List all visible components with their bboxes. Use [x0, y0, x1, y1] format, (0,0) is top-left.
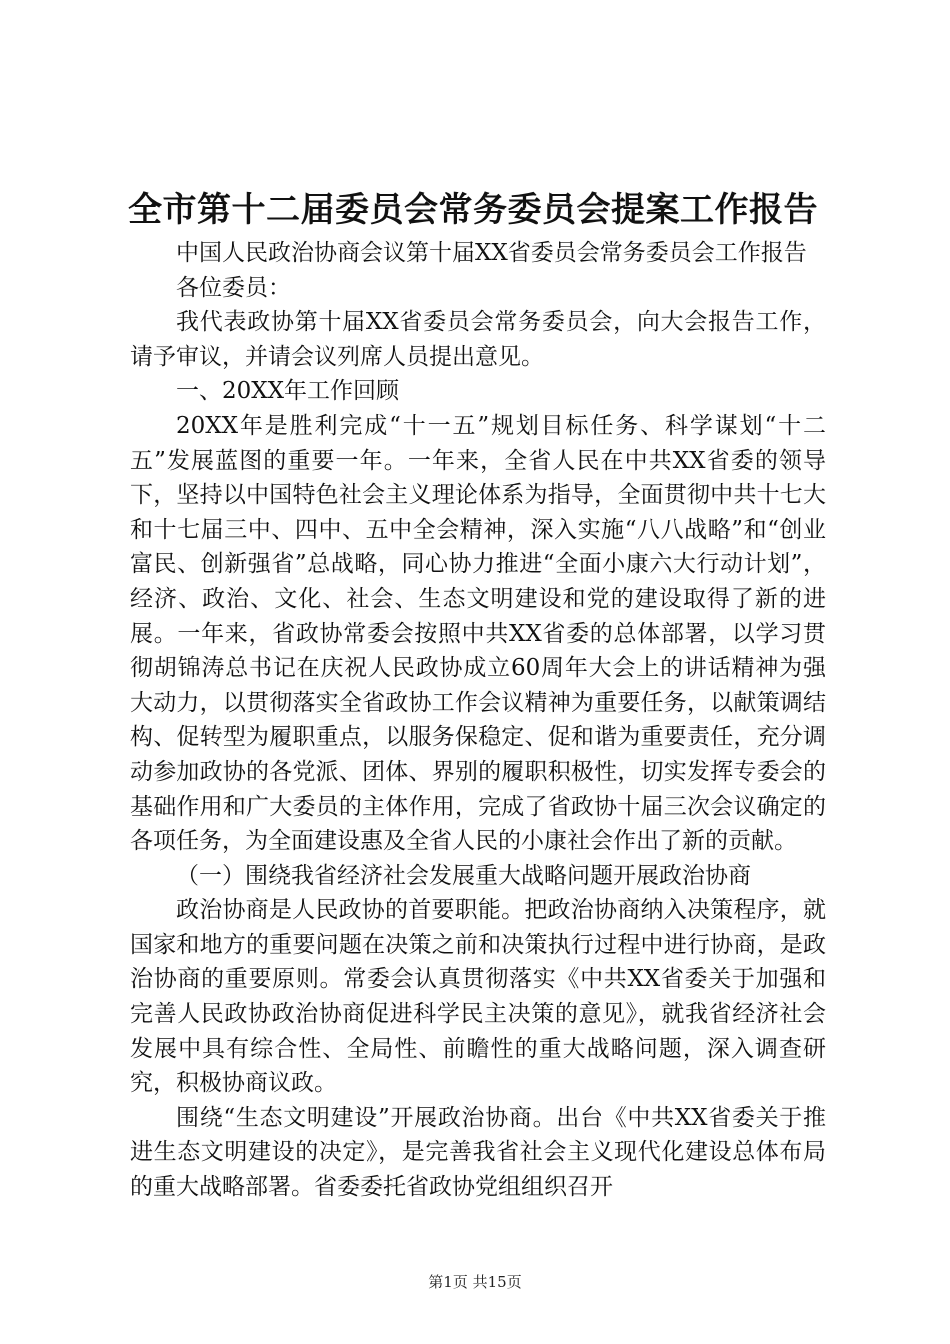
document-body — [130, 236, 826, 1205]
paragraph-ecology: 围绕“生态文明建设”开展政治协商。出台《中共XX省委关于推进生态文明建设的决定》，是完善我省社会主义现代化建设总体布局的重大战略部署。省委委托省政协党组组织召开 — [130, 1104, 826, 1201]
paragraph-subtitle: 中国人民政治协商会议第十届XX省委员会常务委员会工作报告 — [176, 240, 807, 266]
section-heading-review: 一、20XX年工作回顾 — [176, 378, 400, 405]
subsection-heading-consultation: （一）围绕我省经济社会发展重大战略问题开展政治协商 — [176, 862, 751, 889]
page-footer: 第1页 共15页 — [428, 1273, 522, 1291]
paragraph-consultation: 政治协商是人民政协的首要职能。把政治协商纳入决策程序，就国家和地方的重要问题在决策之前和决策执行过程中进行协商，是政治协商的重要原则。常委会认真贯彻落实《中共XX省委关于加强和完善人民政协政治协商促进科学民主决策的意见》，就我省经济社会发展中具有综合性、全局性、前瞻性的重大战略问题，深入调查研究，积极协商议政。 — [130, 897, 826, 1097]
paragraph-review: 20XX年是胜利完成“十一五”规划目标任务、科学谋划“十二五”发展蓝图的重要一年。一年来，全省人民在中共XX省委的领导下，坚持以中国特色社会主义理论体系为指导，全面贯彻中共十七大和十七届三中、四中、五中全会精神，深入实施“八八战略”和“创业富民、创新强省”总战略，同心协力推进“全面小康六大行动计划”，经济、政治、文化、社会、生态文明建设和党的建设取得了新的进展。一年来，省政协常委会按照中共XX省委的总体部署，以学习贯彻胡锦涛总书记在庆祝人民政协成立60周年大会上的讲话精神为强大动力，以贯彻落实全省政协工作会议精神为重要任务，以献策调结构、促转型为履职重点，以服务保稳定、促和谐为重要责任，充分调动参加政协的各党派、团体、界别的履职积极性，切实发挥专委会的基础作用和广大委员的主体作用，完成了省政协十届三次会议确定的各项任务，为全面建设惠及全省人民的小康社会作出了新的贡献。 — [130, 412, 826, 855]
paragraph-intro: 我代表政协第十届XX省委员会常务委员会，向大会报告工作，请予审议，并请会议列席人员提出意见。 — [130, 309, 826, 370]
document-title: 全市第十二届委员会常务委员会提案工作报告 — [128, 190, 818, 230]
paragraph-salutation: 各位委员： — [176, 274, 291, 301]
